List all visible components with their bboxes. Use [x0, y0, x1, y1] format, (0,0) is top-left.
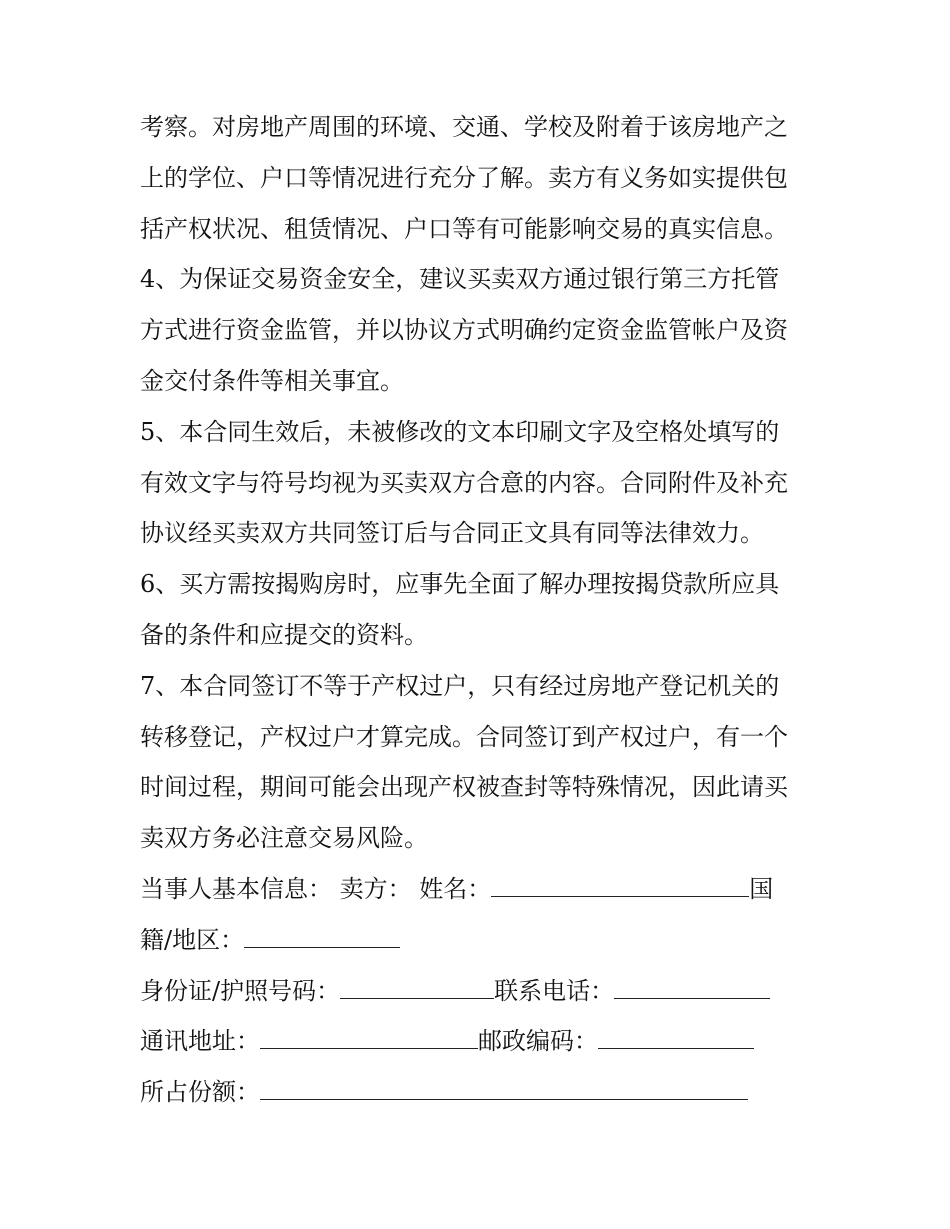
- text-line: 有效文字与符号均视为买卖双方合意的内容。合同附件及补充: [140, 468, 788, 497]
- address-field[interactable]: [260, 1026, 478, 1049]
- paragraph-item-5: [140, 407, 830, 559]
- seller-name-field[interactable]: [491, 874, 749, 897]
- seller-label: 卖方：: [339, 874, 412, 903]
- postcode-field[interactable]: [598, 1026, 754, 1049]
- paragraph-site-inspection: [140, 102, 830, 254]
- text-line: 卖双方务必注意交易风险。: [140, 824, 428, 853]
- party-info-form: [140, 864, 830, 1118]
- id-phone-line: [140, 966, 830, 1017]
- paragraph-item-4: [140, 254, 830, 406]
- text-line: 方式进行资金监管，并以协议方式明确约定资金监管帐户及资: [140, 316, 788, 345]
- paragraph-item-6: [140, 559, 830, 661]
- name-label: 姓名：: [419, 874, 492, 903]
- text-line: 7、本合同签订不等于产权过户，只有经过房地产登记机关的: [140, 671, 780, 700]
- nationality-line: [140, 915, 830, 966]
- id-number-label: 身份证/护照号码：: [140, 976, 341, 1005]
- text-line: 备的条件和应提交的资料。: [140, 620, 428, 649]
- address-postcode-line: [140, 1016, 830, 1067]
- text-line: 转移登记，产权过户才算完成。合同签订到产权过户，有一个: [140, 722, 788, 751]
- text-line: 4、为保证交易资金安全，建议买卖双方通过银行第三方托管: [140, 265, 780, 294]
- nationality-label-start: 国: [749, 874, 774, 903]
- share-label: 所占份额：: [140, 1078, 260, 1107]
- text-line: 时间过程，期间可能会出现产权被查封等特殊情况，因此请买: [140, 773, 788, 802]
- phone-field[interactable]: [614, 976, 770, 999]
- nationality-field[interactable]: [244, 925, 400, 948]
- share-field[interactable]: [260, 1077, 748, 1100]
- paragraph-item-7: [140, 661, 830, 864]
- seller-name-line: [140, 864, 830, 915]
- text-line: 金交付条件等相关事宜。: [140, 366, 404, 395]
- text-line: 上的学位、户口等情况进行充分了解。卖方有义务如实提供包: [140, 163, 788, 192]
- id-number-field[interactable]: [340, 976, 494, 999]
- postcode-label: 邮政编码：: [478, 1027, 598, 1056]
- party-info-label: 当事人基本信息：: [140, 874, 332, 903]
- text-line: 5、本合同生效后，未被修改的文本印刷文字及空格处填写的: [140, 417, 780, 446]
- text-line: 6、买方需按揭购房时，应事先全面了解办理按揭贷款所应具: [140, 570, 780, 599]
- nationality-label-end: 籍/地区：: [140, 925, 245, 954]
- text-line: 考察。对房地产周围的环境、交通、学校及附着于该房地产之: [140, 113, 788, 141]
- phone-label: 联系电话：: [494, 976, 615, 1005]
- text-line: 括产权状况、租赁情况、户口等有可能影响交易的真实信息。: [140, 214, 788, 243]
- text-line: 协议经买卖双方共同签订后与合同正文具有同等法律效力。: [140, 519, 764, 548]
- address-label: 通讯地址：: [140, 1027, 260, 1056]
- contract-text: [140, 102, 830, 1118]
- share-line: [140, 1067, 830, 1118]
